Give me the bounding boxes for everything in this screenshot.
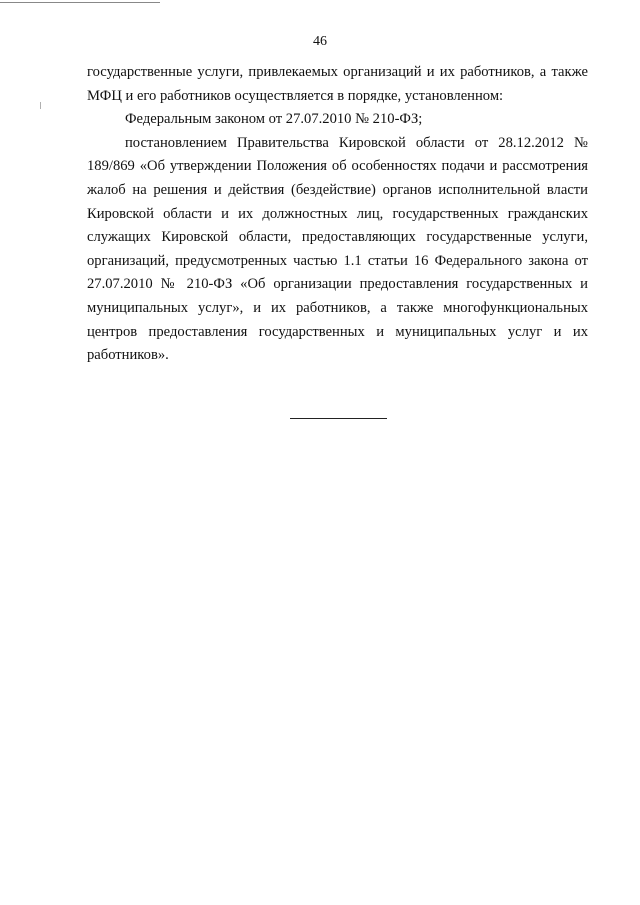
document-body [87,61,588,368]
paragraph-continuation: государственные услуги, привлекаемых организаций и их работников, а также МФЦ и его работников осуществляется в порядке, установленном: [87,64,588,104]
page-number: 46 [313,34,327,49]
paragraph-government-resolution: постановлением Правительства Кировской области от 28.12.2012 № 189/869 «Об утверждении Положения об особенностях подачи и рассмотрения жалоб на решения и действия (бездействие) органов исполнительной власти Кировской области и их должностных лиц, государственных гражданских служащих Кировской области, предоставляющих государственные услуги, организаций, предусмотренных частью 1.1 статьи 16 Федерального закона от 27.07.2010 № 210-ФЗ «Об организации предоставления государственных и муниципальных услуг», и их работников, а также многофункциональных центров предоставления государственных и муниципальных услуг и их работников». [87,134,588,364]
paragraph-federal-law: Федеральным законом от 27.07.2010 № 210-ФЗ; [125,111,423,128]
margin-mark [40,102,41,109]
top-edge-rule [0,2,160,3]
end-separator-line [290,418,387,419]
